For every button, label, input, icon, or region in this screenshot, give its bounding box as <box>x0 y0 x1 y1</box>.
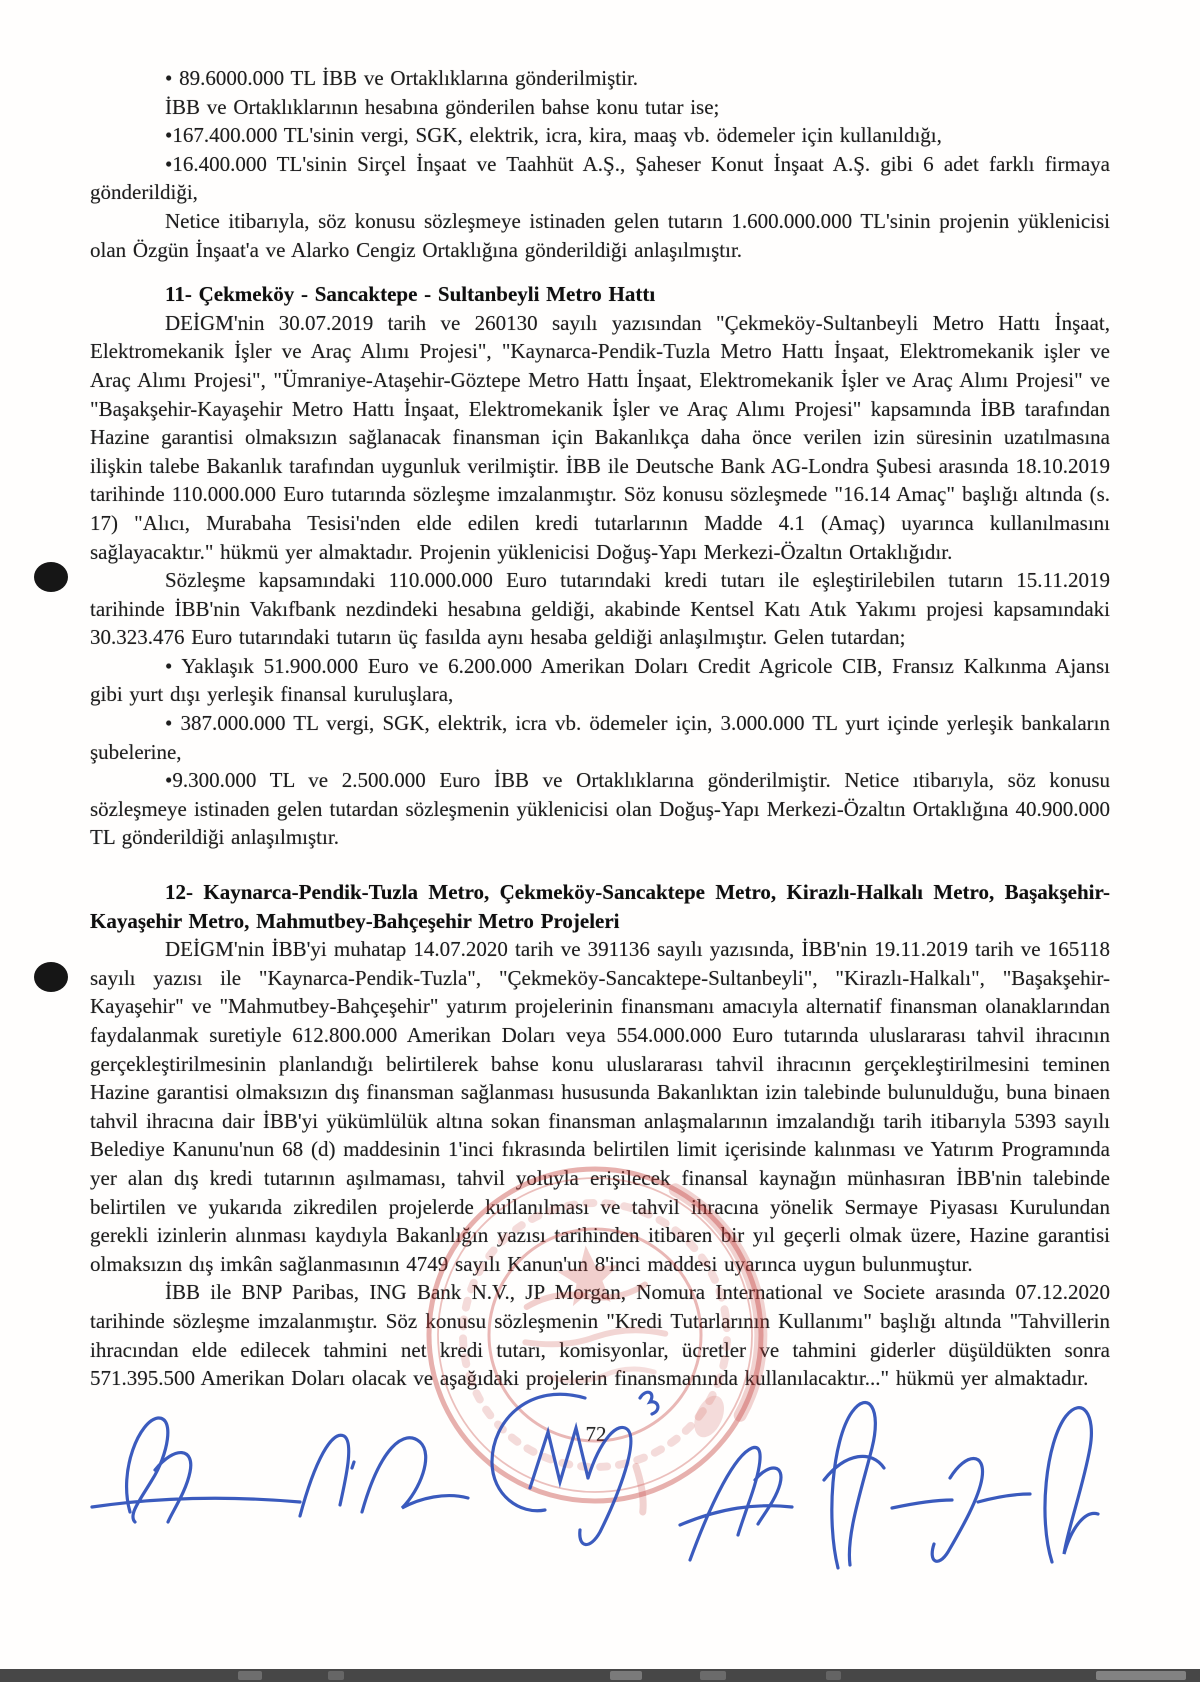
intro-closing-paragraph: Netice itibarıyla, söz konusu sözleşmeye istinaden gelen tutarın 1.600.000.000 TL'sinin projenin yüklenicisi olan Özgün İnşaat'a ve Alarko Cengiz Ortaklığına gönderildiği anlaşılmıştır. <box>90 208 1110 262</box>
intro-bullet-16m: •16.400.000 TL'sinin Sirçel İnşaat ve Taahhüt A.Ş., Şaheser Konut İnşaat A.Ş. gibi 6 adet farklı firmaya gönderildiği, <box>90 151 1110 205</box>
signature-right-1 <box>680 1447 792 1560</box>
scan-speckle <box>328 1671 344 1680</box>
signature-right-2 <box>824 1403 884 1568</box>
punch-hole-mark-bottom <box>34 962 68 992</box>
page-number: 72 <box>585 1422 607 1446</box>
intro-line-ibb: İBB ve Ortaklıklarının hesabına gönderilen bahse konu tutar ise; <box>165 94 720 119</box>
section-11-bullet-3: •9.300.000 TL ve 2.500.000 Euro İBB ve Ortaklıklarına gönderilmiştir. Netice ıtibarıyla, söz konusu sözleşmeye istinaden gelen tutardan sözleşmenin yüklenicisi olan Doğuş-Yapı Merkezi-Özaltın Ortaklığına 40.900.000 TL gönderildiği anlaşılmıştır. <box>90 768 1110 850</box>
section-11-bullet-2: • 387.000.000 TL vergi, SGK, elektrik, icra vb. ödemeler için, 3.000.000 TL yurt içinde yerleşik bankaların şubelerine, <box>90 711 1110 764</box>
section-12-paragraph-2: İBB ile BNP Paribas, ING Bank N.V., JP Morgan, Nomura International ve Societe arasında 07.12.2020 tarihinde sözleşme imzalanmıştır. Söz konusu sözleşmenin "Kredi Tutarlarının Kullanımı" başlığı altında "Tahvillerin ihracından elde edilecek tahmini net kredi tutarı, komisyonlar, ücretler ve tahmini giderler düşüldükten sonra 571.395.500 Amerikan Doları olacak ve aşağıdaki projelerin finansmanında kullanılacaktır..." hükmü yer almaktadır. <box>90 1280 1110 1391</box>
signature-left-1 <box>92 1418 300 1522</box>
signature-right-4 <box>1045 1408 1098 1562</box>
section-12-heading: 12- Kaynarca-Pendik-Tuzla Metro, Çekmeköy-Sancaktepe Metro, Kirazlı-Halkalı Metro, Başakşehir-Kayaşehir Metro, Mahmutbey-Bahçeşehir Metro Projeleri <box>90 880 1110 933</box>
intro-bullet-167m: •167.400.000 TL'sinin vergi, SGK, elektrik, icra, kira, maaş vb. ödemeler için kullanıldığı, <box>165 123 942 148</box>
scan-speckle <box>826 1671 841 1680</box>
section-11-paragraph-2: Sözleşme kapsamındaki 110.000.000 Euro tutarındaki kredi tutarı ile eşleştirilebilen tutarın 15.11.2019 tarihinde İBB'nin Vakıfbank nezdindeki hesabına geldiği, akabinde Kentsel Katı Atık Yakımı projesi kapsamındaki 30.323.476 Euro tutarındaki tutarın üç fasılda aynı hesaba geldiği anlaşılmıştır. Gelen tutardan; <box>90 568 1110 650</box>
section-12-paragraph-1: DEİGM'nin İBB'yi muhatap 14.07.2020 tarih ve 391136 sayılı yazısında, İBB'nin 19.11.2019 tarih ve 165118 sayılı yazısı ile "Kaynarca-Pendik-Tuzla", "Çekmeköy-Sancaktepe-Sultanbeyli", "Kirazlı-Halkalı", "Başakşehir-Kayaşehir" ve "Mahmutbey-Bahçeşehir" yatırım projelerinin finansmanı amacıyla alternatif finansman olanaklarından faydalanmak suretiyle 612.800.000 Amerikan Doları veya 554.000.000 Euro tutarında uluslararası tahvil ihracının gerçekleştirilmesinin planlandığı belirtilerek bahse konu uluslararası tahvil ihracının gerçekleştirilmesini teminen Hazine garantisi olmaksızın dış finansman sağlanması hususunda Bakanlıktan izin talebinde bulunulduğu, buna binaen tahvil ihracına dair İBB'yi yükümlülük altına sokan finansman anlaşmalarının imzalandığı tarih itibarıyla 5393 sayılı Belediye Kanunu'nun 68 (d) maddesinin 1'inci fıkrasında belirtilen limit içerisinde kalınması ve Yatırım Programında yer alan dış kredi tutarının aşılmaması, tahvil yoluyla erişilecek finansal kaynağın münhasıran İBB'nin talebinde belirtilen ve yukarıda zikredilen projelerde kullanılması ve tahvil ihracına yönelik Sermaye Piyasası Kurulundan gerekli izinlerin alınması kaydıyla Bakanlığın yazısı tarihinden itibaren bir yıl geçerli olmak üzere, Hazine garantisi olmaksızın dış imkân sağlanmasının 4749 sayılı Kanun'un 8'inci maddesi uyarınca uygun bulunmuştur. <box>90 937 1110 1276</box>
intro-bullet-89m: • 89.6000.000 TL İBB ve Ortaklıklarına gönderilmiştir. <box>165 66 639 90</box>
punch-hole-mark-top <box>34 562 68 592</box>
signature-left-2 <box>300 1435 468 1516</box>
scan-speckle <box>610 1671 642 1680</box>
scan-speckle <box>238 1671 262 1680</box>
scan-speckle <box>1096 1671 1186 1680</box>
signature-left-3 <box>492 1392 658 1544</box>
section-11-paragraph-1: DEİGM'nin 30.07.2019 tarih ve 260130 sayılı yazısından "Çekmeköy-Sultanbeyli Metro Hattı İnşaat, Elektromekanik İşler ve Araç Alımı Projesi", "Kaynarca-Pendik-Tuzla Metro Hattı İnşaat, Elektromekanik işler ve Araç Alımı Projesi", "Ümraniye-Ataşehir-Göztepe Metro Hattı İnşaat, Elektromekanik İşler ve Araç Alımı Projesi" ve "Başakşehir-Kayaşehir Metro Hattı İnşaat, Elektromekanik İşler ve Araç Alımı Projesi" kapsamında İBB tarafından Hazine garantisi olmaksızın sağlanacak finansman için Bakanlıkça daha önce verilen izin süresinin uzatılmasına ilişkin talebe Bakanlık tarafından uygunluk verilmiştir. İBB ile Deutsche Bank AG-Londra Şubesi arasında 18.10.2019 tarihinde 110.000.000 Euro tutarında sözleşme imzalanmıştır. Söz konusu sözleşmede "16.14 Amaç" başlığı altında (s. 17) "Alıcı, Murabaha Tesisi'nden elde edilen kredi tutarlarının Madde 4.1 (Amaç) uyarınca kullanılmasını sağlayacaktır." hükmü yer almaktadır. Projenin yüklenicisi Doğuş-Yapı Merkezi-Özaltın Ortaklığıdır. <box>90 310 1110 564</box>
scanner-edge-bar <box>0 1669 1200 1682</box>
section-11-bullet-1: • Yaklaşık 51.900.000 Euro ve 6.200.000 Amerikan Doları Credit Agricole CIB, Fransız Kalkınma Ajansı gibi yurt dışı yerleşik finansal kuruluşlara, <box>90 653 1110 707</box>
section-11-heading: 11- Çekmeköy - Sancaktepe - Sultanbeyli Metro Hattı <box>165 282 656 307</box>
signature-right-3 <box>892 1459 1030 1562</box>
scan-speckle <box>700 1671 726 1680</box>
document-text-block <box>90 64 1110 1393</box>
